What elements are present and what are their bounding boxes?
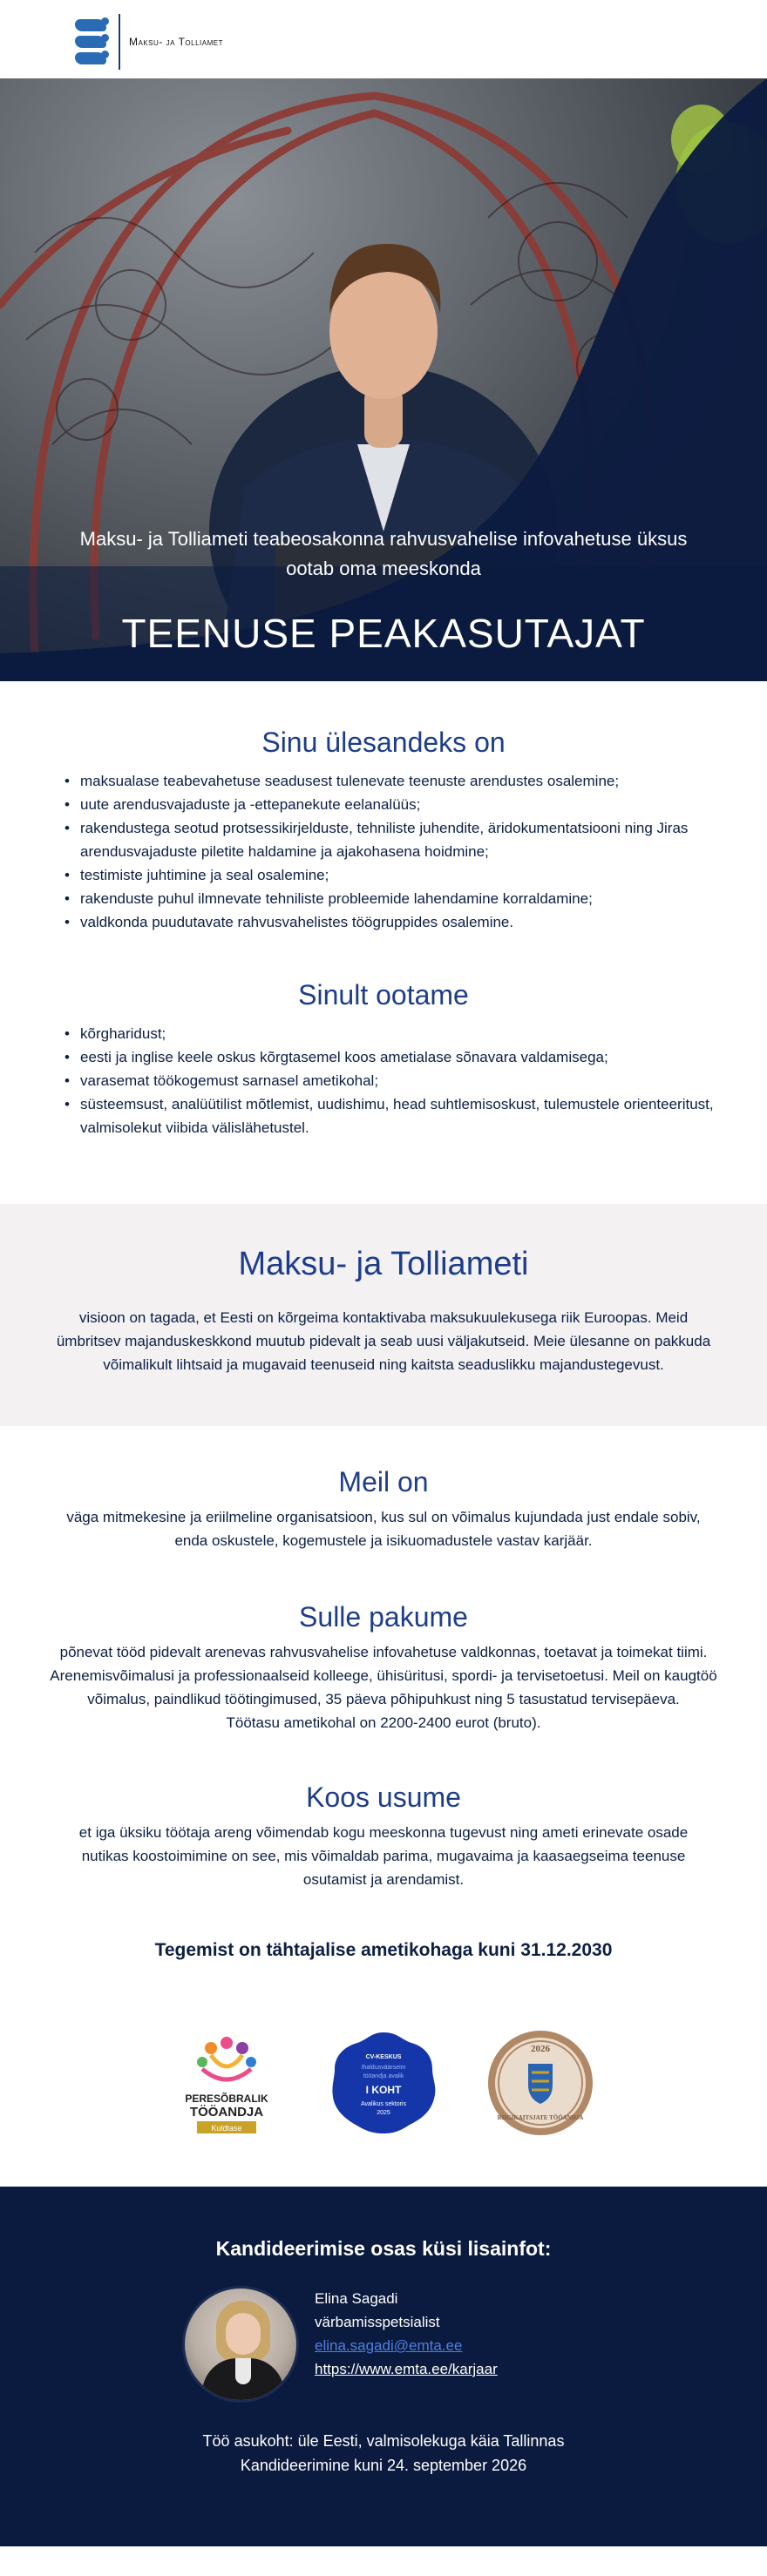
cv-keskus-award-badge (329, 2029, 438, 2137)
expect-section (0, 934, 767, 1139)
recruiter-email-link[interactable]: elina.sagadi@emta.ee (315, 2337, 463, 2354)
badge-text: Avalikus sektoris (360, 2101, 407, 2107)
hero-intro: Maksu- ja Tolliameti teabeosakonna rahvusvahelise infovahetuse üksus ootab oma meeskonda (79, 528, 688, 579)
term-note: Tegemist on tähtajalise ametikohaga kuni 31.12.2030 (154, 1940, 613, 1960)
recruiter-details (315, 2286, 498, 2403)
site-header (0, 0, 767, 78)
list-item: • süsteemsust, analüütilist mõtlemist, uudishimu, head suhtlemisoskust, tulemustele orienteeritust, valmisolekut viibida välislähetustel. (64, 1092, 727, 1139)
badge-text: I KOHT (365, 2084, 402, 2096)
expect-list (64, 1022, 727, 1139)
list-item: • kõrgharidust; (64, 1022, 727, 1045)
job-location: Töö asukoht: üle Eesti, valmisolekuga käia Tallinnas (202, 2432, 565, 2450)
badge-text: Ihaldusväärseim (361, 2065, 406, 2071)
list-item: • testimiste juhtimine ja seal osalemine; (64, 863, 727, 887)
badge-text: TÖÖANDJA (189, 2105, 264, 2120)
tasks-list (64, 769, 727, 934)
tasks-section (0, 681, 767, 934)
recruiter-card (182, 2286, 498, 2403)
offer-text: põnevat tööd pidevalt arenevas rahvusvahelise infovahetuse valdkonnas, toetavat ja toimekat tiimi. Arenemisvõimalusi ja professionaalseid kolleege, ühisüritusi, spordi- ja tervisetoetusi. Meil on kaugtöö võimalus, paindlikud töötingimused, 35 päeva põhipuhkust ning 5 tasustatud tervisepäeva. (50, 1644, 717, 1707)
recruiter-name: Elina Sagadi (315, 2290, 398, 2307)
list-item: • maksualase teabevahetuse seadusest tulenevate teenuste arendustes osalemine; (64, 769, 727, 793)
badge-text: tööandja avalik (363, 2073, 404, 2079)
job-title: TEENUSE PEAKASUTAJAT (121, 611, 646, 656)
family-friendly-employer-badge (173, 2029, 281, 2137)
about-section (0, 1204, 767, 1426)
badge-text: 2025 (377, 2110, 390, 2116)
believe-text: et iga üksiku töötaja areng võimendab kogu meeskonna tugevust ning ameti erinevate osade nutikas koostoimimine on see, mis võimaldab parima, mugavaima ja kaasaegseima teenuse osutamist ja arendamist. (78, 1824, 689, 1888)
expect-title: Sinult ootame (298, 979, 469, 1011)
list-item: • uute arendusvajaduste ja -ettepanekute eelanalüüs; (64, 793, 727, 816)
badge-text: CV-KESKUS (365, 2054, 402, 2060)
offer-section (0, 1552, 767, 1734)
about-text: visioon on tagada, et Eesti on kõrgeima kontaktivaba maksukuulekusega riik Euroopas. Meid ümbritsev majanduskeskkond muutub pidevalt ja seab uusi väljakutseid. Meie ülesanne on pakkuda võimalikult lihtsaid ja mugavaid teenuseid ning kaitsta seaduslikku majandustegevust. (56, 1309, 711, 1373)
list-item: • eesti ja inglise keele oskus kõrgtasemel koos ametialase sõnavara valdamisega; (64, 1045, 727, 1069)
list-item: • varasemat töökogemust sarnasel ametikohal; (64, 1069, 727, 1092)
term-section (0, 1891, 767, 1961)
we-are-title: Meil on (338, 1466, 429, 1498)
recruiter-avatar (182, 2286, 299, 2403)
about-title: Maksu- ja Tolliameti (238, 1246, 529, 1282)
career-page-link[interactable]: https://www.emta.ee/karjaar (315, 2361, 498, 2377)
logo-divider (119, 14, 120, 70)
three-lions-icon (73, 19, 108, 64)
salary-text: Töötasu ametikohal on 2200-2400 eurot (bruto). (226, 1714, 541, 1731)
job-footer (0, 2429, 767, 2478)
we-are-section (0, 1426, 767, 1552)
logo-text: Maksu- ja Tolliamet (129, 36, 223, 48)
contact-section (0, 2187, 767, 2546)
we-are-text: väga mitmekesine ja eriilmeline organisatsioon, kus sul on võimalus kujundada just endale sobiv, enda oskustele, kogemustele ja isikuomadustele vastav karjäär. (66, 1509, 701, 1549)
hero-banner (0, 78, 767, 681)
tasks-title: Sinu ülesandeks on (261, 727, 506, 758)
badge-text: Kuldtase (211, 2124, 242, 2133)
list-item: • valdkonda puudutavate rahvusvahelistes töögruppides osalemine. (64, 910, 727, 934)
badge-text: RIIGIKAITSJATE TÖÖANDJA (497, 2114, 584, 2121)
list-item: • rakendustega seotud protsessikirjelduste, tehniliste juhendite, äridokumentatsiooni ning Jiras arendusvajaduste piletite haldamine ja ajakohasena hoidmine; (64, 816, 727, 863)
badge-text: 2026 (531, 2044, 550, 2054)
award-badges (0, 2022, 767, 2144)
offer-title: Sulle pakume (299, 1601, 468, 1633)
defence-employer-seal (486, 2029, 594, 2137)
contact-title: Kandideerimise osas küsi lisainfot: (215, 2237, 552, 2260)
emta-logo[interactable] (73, 14, 223, 70)
application-deadline: Kandideerimine kuni 24. september 2026 (240, 2457, 527, 2474)
list-item: • rakenduste puhul ilmnevate tehniliste probleemide lahendamine korraldamine; (64, 887, 727, 910)
badge-text: PERESÕBRALIK (185, 2093, 268, 2105)
people-circle-icon (197, 2037, 256, 2079)
hero-text (0, 524, 767, 657)
believe-section (0, 1734, 767, 1891)
believe-title: Koos usume (306, 1782, 461, 1813)
recruiter-role: värbamisspetsialist (315, 2314, 440, 2330)
